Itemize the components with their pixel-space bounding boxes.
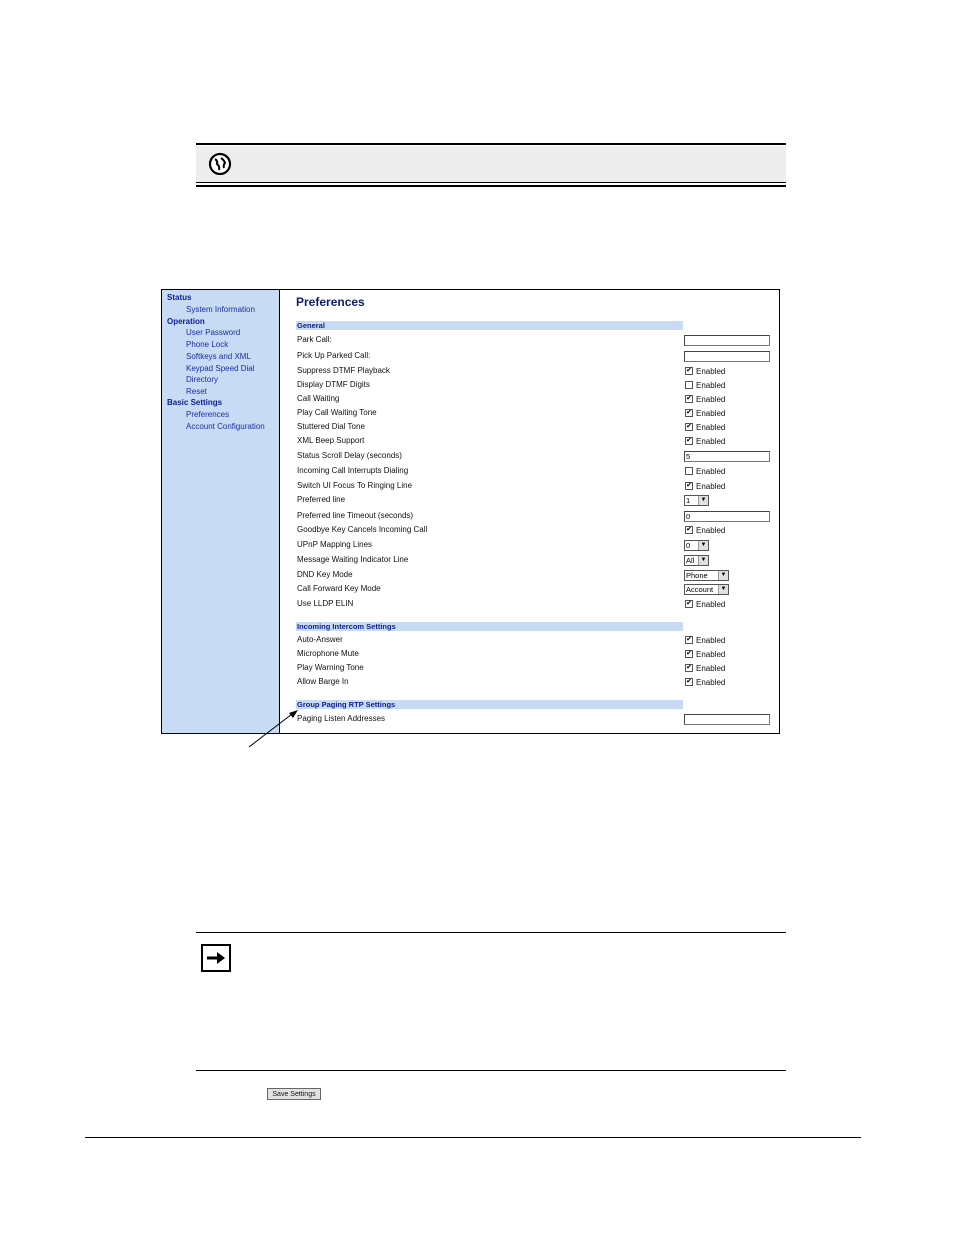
note-top-rule (196, 932, 786, 933)
sidebar-item-user-password[interactable]: User Password (186, 328, 241, 337)
call-forward-key-mode-select[interactable] (684, 584, 729, 595)
select-value: 1 (686, 496, 691, 505)
preferences-main (280, 290, 779, 733)
setting-label: Park Call: (297, 335, 332, 344)
setting-row-preferred-line (297, 494, 777, 506)
enabled-label: Enabled (696, 409, 726, 418)
setting-label: Goodbye Key Cancels Incoming Call (297, 525, 428, 534)
note-icon (201, 944, 231, 972)
setting-label: Switch UI Focus To Ringing Line (297, 481, 413, 490)
enabled-label: Enabled (696, 437, 726, 446)
setting-label: Incoming Call Interrupts Dialing (297, 466, 409, 475)
setting-label: Auto-Answer (297, 635, 343, 644)
setting-label: Message Waiting Indicator Line (297, 555, 409, 564)
page-title: Preferences (296, 295, 365, 309)
setting-label: Pick Up Parked Call: (297, 351, 371, 360)
setting-row-allow-barge-in (297, 676, 777, 688)
banner-bottom-rule (196, 182, 786, 183)
setting-label: Suppress DTMF Playback (297, 366, 390, 375)
top-rule (196, 143, 786, 145)
sidebar-item-status[interactable]: Status (167, 293, 192, 302)
message-waiting-indicator-line-select[interactable] (684, 555, 709, 566)
sidebar-item-directory[interactable]: Directory (186, 375, 219, 384)
select-value: All (686, 556, 695, 565)
sidebar-item-reset[interactable]: Reset (186, 387, 207, 396)
setting-row-microphone-mute (297, 648, 777, 660)
setting-row-xml-beep-support (297, 435, 777, 447)
globe-icon (207, 151, 233, 177)
sidebar-item-system-information[interactable]: System Information (186, 305, 255, 314)
setting-label: Allow Barge In (297, 677, 349, 686)
sidebar-item-operation[interactable]: Operation (167, 317, 205, 326)
note-bottom-rule (196, 1070, 786, 1071)
banner-bottom-rule-2 (196, 185, 786, 187)
setting-row-switch-ui-focus-to-ringing-line (297, 480, 777, 492)
section-general: General (296, 321, 683, 330)
select-value: Account (686, 585, 714, 594)
setting-label: Status Scroll Delay (seconds) (297, 451, 402, 460)
park-call-input[interactable] (684, 335, 770, 346)
sidebar-nav (162, 290, 280, 733)
setting-label: UPnP Mapping Lines (297, 540, 373, 549)
enabled-label: Enabled (696, 423, 726, 432)
display-dtmf-digits-checkbox[interactable] (685, 381, 693, 389)
setting-row-incoming-call-interrupts-dialing (297, 465, 777, 477)
chevron-down-icon[interactable]: ▼ (718, 571, 728, 580)
chevron-down-icon[interactable]: ▼ (698, 496, 708, 505)
setting-label: Preferred line (297, 495, 346, 504)
upnp-mapping-lines-select[interactable] (684, 540, 709, 551)
paging-listen-addresses-input[interactable] (684, 714, 770, 725)
setting-row-stuttered-dial-tone (297, 421, 777, 433)
setting-label: Preferred line Timeout (seconds) (297, 511, 414, 520)
play-warning-tone-checkbox[interactable]: ✔ (686, 664, 692, 671)
status-scroll-delay-seconds-input[interactable]: 5 (684, 451, 770, 462)
setting-row-auto-answer (297, 634, 777, 646)
sidebar-item-phone-lock[interactable]: Phone Lock (186, 340, 229, 349)
setting-row-call-forward-key-mode (297, 583, 777, 595)
setting-row-goodbye-key-cancels-incoming-call (297, 524, 777, 536)
setting-row-message-waiting-indicator-line (297, 554, 777, 566)
microphone-mute-checkbox[interactable]: ✔ (686, 650, 692, 657)
setting-label: Call Forward Key Mode (297, 584, 381, 593)
enabled-label: Enabled (696, 664, 726, 673)
setting-label: Play Warning Tone (297, 663, 364, 672)
stuttered-dial-tone-checkbox[interactable]: ✔ (686, 423, 692, 430)
setting-label: Microphone Mute (297, 649, 359, 658)
arrow-right-icon (203, 946, 229, 970)
play-call-waiting-tone-checkbox[interactable]: ✔ (686, 409, 692, 416)
save-settings-button[interactable]: Save Settings (267, 1088, 321, 1100)
incoming-call-interrupts-dialing-checkbox[interactable] (685, 467, 693, 475)
section-intercom: Incoming Intercom Settings (296, 622, 683, 631)
setting-row-paging-listen-addresses (297, 713, 777, 725)
setting-label: Play Call Waiting Tone (297, 408, 377, 417)
dnd-key-mode-select[interactable] (684, 570, 729, 581)
footer-rule (85, 1137, 861, 1138)
use-lldp-elin-checkbox[interactable]: ✔ (686, 600, 692, 607)
enabled-label: Enabled (696, 526, 726, 535)
select-value: 0 (686, 541, 691, 550)
enabled-label: Enabled (696, 636, 726, 645)
auto-answer-checkbox[interactable]: ✔ (686, 636, 692, 643)
preferred-line-select[interactable] (684, 495, 709, 506)
setting-row-upnp-mapping-lines (297, 539, 777, 551)
pick-up-parked-call-input[interactable] (684, 351, 770, 362)
setting-label: Stuttered Dial Tone (297, 422, 365, 431)
setting-row-play-warning-tone (297, 662, 777, 674)
enabled-label: Enabled (696, 381, 726, 390)
allow-barge-in-checkbox[interactable]: ✔ (686, 678, 692, 685)
chevron-down-icon[interactable]: ▼ (698, 541, 708, 550)
call-waiting-checkbox[interactable]: ✔ (686, 395, 692, 402)
setting-row-call-waiting (297, 393, 777, 405)
setting-row-suppress-dtmf-playback (297, 365, 777, 377)
enabled-label: Enabled (696, 482, 726, 491)
sidebar-item-keypad-speed-dial[interactable]: Keypad Speed Dial (186, 364, 255, 373)
enabled-label: Enabled (696, 650, 726, 659)
section-paging: Group Paging RTP Settings (296, 700, 683, 709)
select-value: Phone (686, 571, 708, 580)
setting-label: Use LLDP ELIN (297, 599, 354, 608)
setting-row-display-dtmf-digits (297, 379, 777, 391)
setting-row-use-lldp-elin (297, 598, 777, 610)
sidebar-item-preferences[interactable]: Preferences (186, 410, 230, 419)
setting-row-pick-up-parked-call (297, 350, 777, 362)
sidebar-item-softkeys-and-xml[interactable]: Softkeys and XML (186, 352, 251, 361)
preferences-screenshot (161, 289, 780, 734)
chevron-down-icon[interactable]: ▼ (718, 585, 728, 594)
setting-row-dnd-key-mode (297, 569, 777, 581)
setting-row-status-scroll-delay-seconds (297, 450, 777, 462)
callout-arrow (248, 708, 308, 748)
xml-beep-support-checkbox[interactable]: ✔ (686, 437, 692, 444)
chevron-down-icon[interactable]: ▼ (698, 556, 708, 565)
switch-ui-focus-to-ringing-line-checkbox[interactable]: ✔ (686, 482, 692, 489)
enabled-label: Enabled (696, 600, 726, 609)
enabled-label: Enabled (696, 395, 726, 404)
enabled-label: Enabled (696, 467, 726, 476)
setting-label: DND Key Mode (297, 570, 353, 579)
suppress-dtmf-playback-checkbox[interactable]: ✔ (686, 367, 692, 374)
setting-row-park-call (297, 334, 777, 346)
sidebar-item-basic-settings[interactable]: Basic Settings (167, 398, 223, 407)
preferred-line-timeout-seconds-input[interactable]: 0 (684, 511, 770, 522)
setting-label: Paging Listen Addresses (297, 714, 386, 723)
sidebar-item-account-configuration[interactable]: Account Configuration (186, 422, 265, 431)
setting-row-preferred-line-timeout-seconds (297, 510, 777, 522)
enabled-label: Enabled (696, 678, 726, 687)
web-interface-banner (196, 146, 786, 182)
setting-label: XML Beep Support (297, 436, 365, 445)
goodbye-key-cancels-incoming-call-checkbox[interactable]: ✔ (686, 526, 692, 533)
setting-row-play-call-waiting-tone (297, 407, 777, 419)
setting-label: Call Waiting (297, 394, 340, 403)
enabled-label: Enabled (696, 367, 726, 376)
setting-label: Display DTMF Digits (297, 380, 370, 389)
